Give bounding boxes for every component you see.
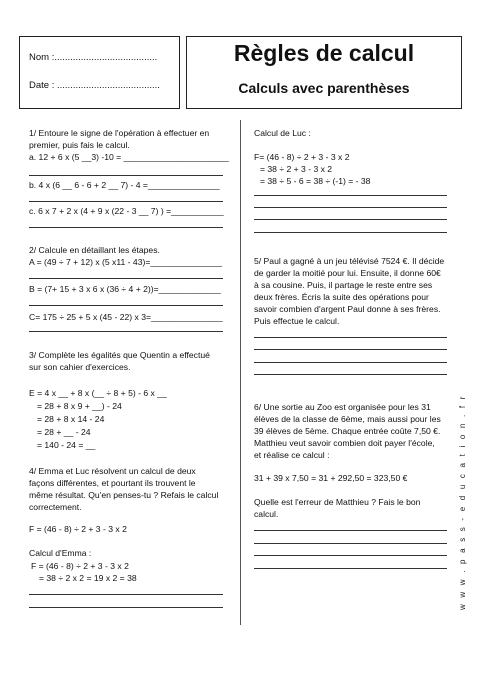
q4-intro-1: 4/ Emma et Luc résolvent un calcul de deux <box>29 466 196 476</box>
emma-line-1: F = (46 - 8) ÷ 2 + 3 - 3 x 2 <box>31 561 129 571</box>
q6-line-3: 39 élèves de 5ème. Chaque entrée coûte 7,50 €. <box>254 426 441 436</box>
q5-line-3: à sa cousine. Puis, il partage le reste entre ses <box>254 280 433 290</box>
q5-line-2: de garder la moitié pour lui. Ensuite, il donne 60€ <box>254 268 441 278</box>
answer-line[interactable] <box>254 232 447 233</box>
q6-line-5: et réalise ce calcul : <box>254 450 330 460</box>
q6-line-1: 6/ Une sortie au Zoo est organisée pour les 31 <box>254 402 431 412</box>
q5-line-4: deux frères. Écris la suite des opérations pour <box>254 292 429 302</box>
q4-expression: F = (46 - 8) ÷ 2 + 3 - 3 x 2 <box>29 524 127 534</box>
luc-label: Calcul de Luc : <box>254 128 311 138</box>
q6-calculation: 31 + 39 x 7,50 = 31 + 292,50 = 323,50 € <box>254 473 408 483</box>
page-title: Règles de calcul <box>233 40 415 66</box>
emma-label: Calcul d'Emma : <box>29 548 92 558</box>
q6-question-2: calcul. <box>254 509 279 519</box>
answer-line[interactable] <box>29 305 223 306</box>
answer-line[interactable] <box>29 331 223 332</box>
q1-intro-2: premier, puis fais le calcul. <box>29 140 130 150</box>
answer-line[interactable] <box>254 195 447 196</box>
answer-line[interactable] <box>29 227 223 228</box>
q1-intro-1: 1/ Entoure le signe de l'opération à effectuer en <box>29 128 210 138</box>
page-subtitle: Calculs avec parenthèses <box>238 80 410 96</box>
q5-line-1: 5/ Paul a gagné à un jeu télévisé 7524 €. Il décide <box>254 256 445 266</box>
q6-question-1: Quelle est l'erreur de Matthieu ? Fais le bon <box>254 497 421 507</box>
q3-line-4: = 28 + __ - 24 <box>37 427 91 437</box>
q1-item-b: b. 4 x (6 __ 6 - 6 + 2 __ 7) - 4 =_______________ <box>29 180 220 190</box>
q2-item-b: B = (7+ 15 + 3 x 6 x (36 ÷ 4 + 2))=_____________ <box>29 284 221 294</box>
q4-intro-4: correctement. <box>29 502 82 512</box>
luc-line-2: = 38 ÷ 2 + 3 - 3 x 2 <box>260 164 333 174</box>
luc-line-3: = 38 ÷ 5 - 6 = 38 ÷ (-1) = - 38 <box>260 176 371 186</box>
watermark-text: w w w . p a s s - e d u c a t i o n . f r <box>458 394 467 610</box>
q4-intro-2: façons différentes, et pourtant ils trouvent le <box>29 478 196 488</box>
q3-line-1: E = 4 x __ + 8 x (__ ÷ 8 + 5) - 6 x __ <box>29 388 167 398</box>
answer-line[interactable] <box>254 568 447 569</box>
q2-item-c: C= 175 ÷ 25 + 5 x (45 - 22) x 3=_______________ <box>29 312 223 322</box>
answer-line[interactable] <box>29 201 223 202</box>
answer-line[interactable] <box>254 530 447 531</box>
answer-line[interactable] <box>29 278 223 279</box>
q4-intro-3: même résultat. Qu'en penses-tu ? Refais le calcul <box>29 490 219 500</box>
q5-line-5: savoir combien d'argent Paul donne à ses frères. <box>254 304 441 314</box>
answer-line[interactable] <box>254 219 447 220</box>
q3-intro-1: 3/ Complète les égalités que Quentin a effectué <box>29 350 210 360</box>
name-date-box <box>19 36 180 109</box>
luc-line-1: F= (46 - 8) ÷ 2 + 3 - 3 x 2 <box>254 152 350 162</box>
q3-intro-2: sur son cahier d'exercices. <box>29 362 131 372</box>
q1-item-a: a. 12 + 6 x (5 __3) -10 = ______________________ <box>29 152 229 162</box>
column-divider <box>240 120 241 625</box>
answer-line[interactable] <box>29 607 223 608</box>
date-field[interactable]: Date : ....................................... <box>29 80 160 91</box>
q3-line-5: = 140 - 24 = __ <box>37 440 96 450</box>
answer-line[interactable] <box>29 594 223 595</box>
name-field[interactable]: Nom :....................................... <box>29 52 158 63</box>
answer-line[interactable] <box>254 374 447 375</box>
answer-line[interactable] <box>254 207 447 208</box>
emma-line-2: = 38 ÷ 2 x 2 = 19 x 2 = 38 <box>39 573 137 583</box>
q2-intro: 2/ Calcule en détaillant les étapes. <box>29 245 160 255</box>
q2-item-a: A = (49 ÷ 7 + 12) x (5 x11 - 43)=_______________ <box>29 257 223 267</box>
q3-line-2: = 28 + 8 x 9 + __) - 24 <box>37 401 122 411</box>
answer-line[interactable] <box>254 543 447 544</box>
answer-line[interactable] <box>29 175 223 176</box>
q5-line-6: Puis effectue le calcul. <box>254 316 340 326</box>
q6-line-4: Matthieu veut savoir combien doit payer l'école, <box>254 438 435 448</box>
answer-line[interactable] <box>254 337 447 338</box>
answer-line[interactable] <box>254 555 447 556</box>
q6-line-2: élèves de la classe de 6ème, mais aussi pour les <box>254 414 441 424</box>
answer-line[interactable] <box>254 349 447 350</box>
q3-line-3: = 28 + 8 x 14 - 24 <box>37 414 105 424</box>
answer-line[interactable] <box>254 362 447 363</box>
q1-item-c: c. 6 x 7 + 2 x (4 + 9 x (22 - 3 __ 7) ) =___________ <box>29 206 224 216</box>
